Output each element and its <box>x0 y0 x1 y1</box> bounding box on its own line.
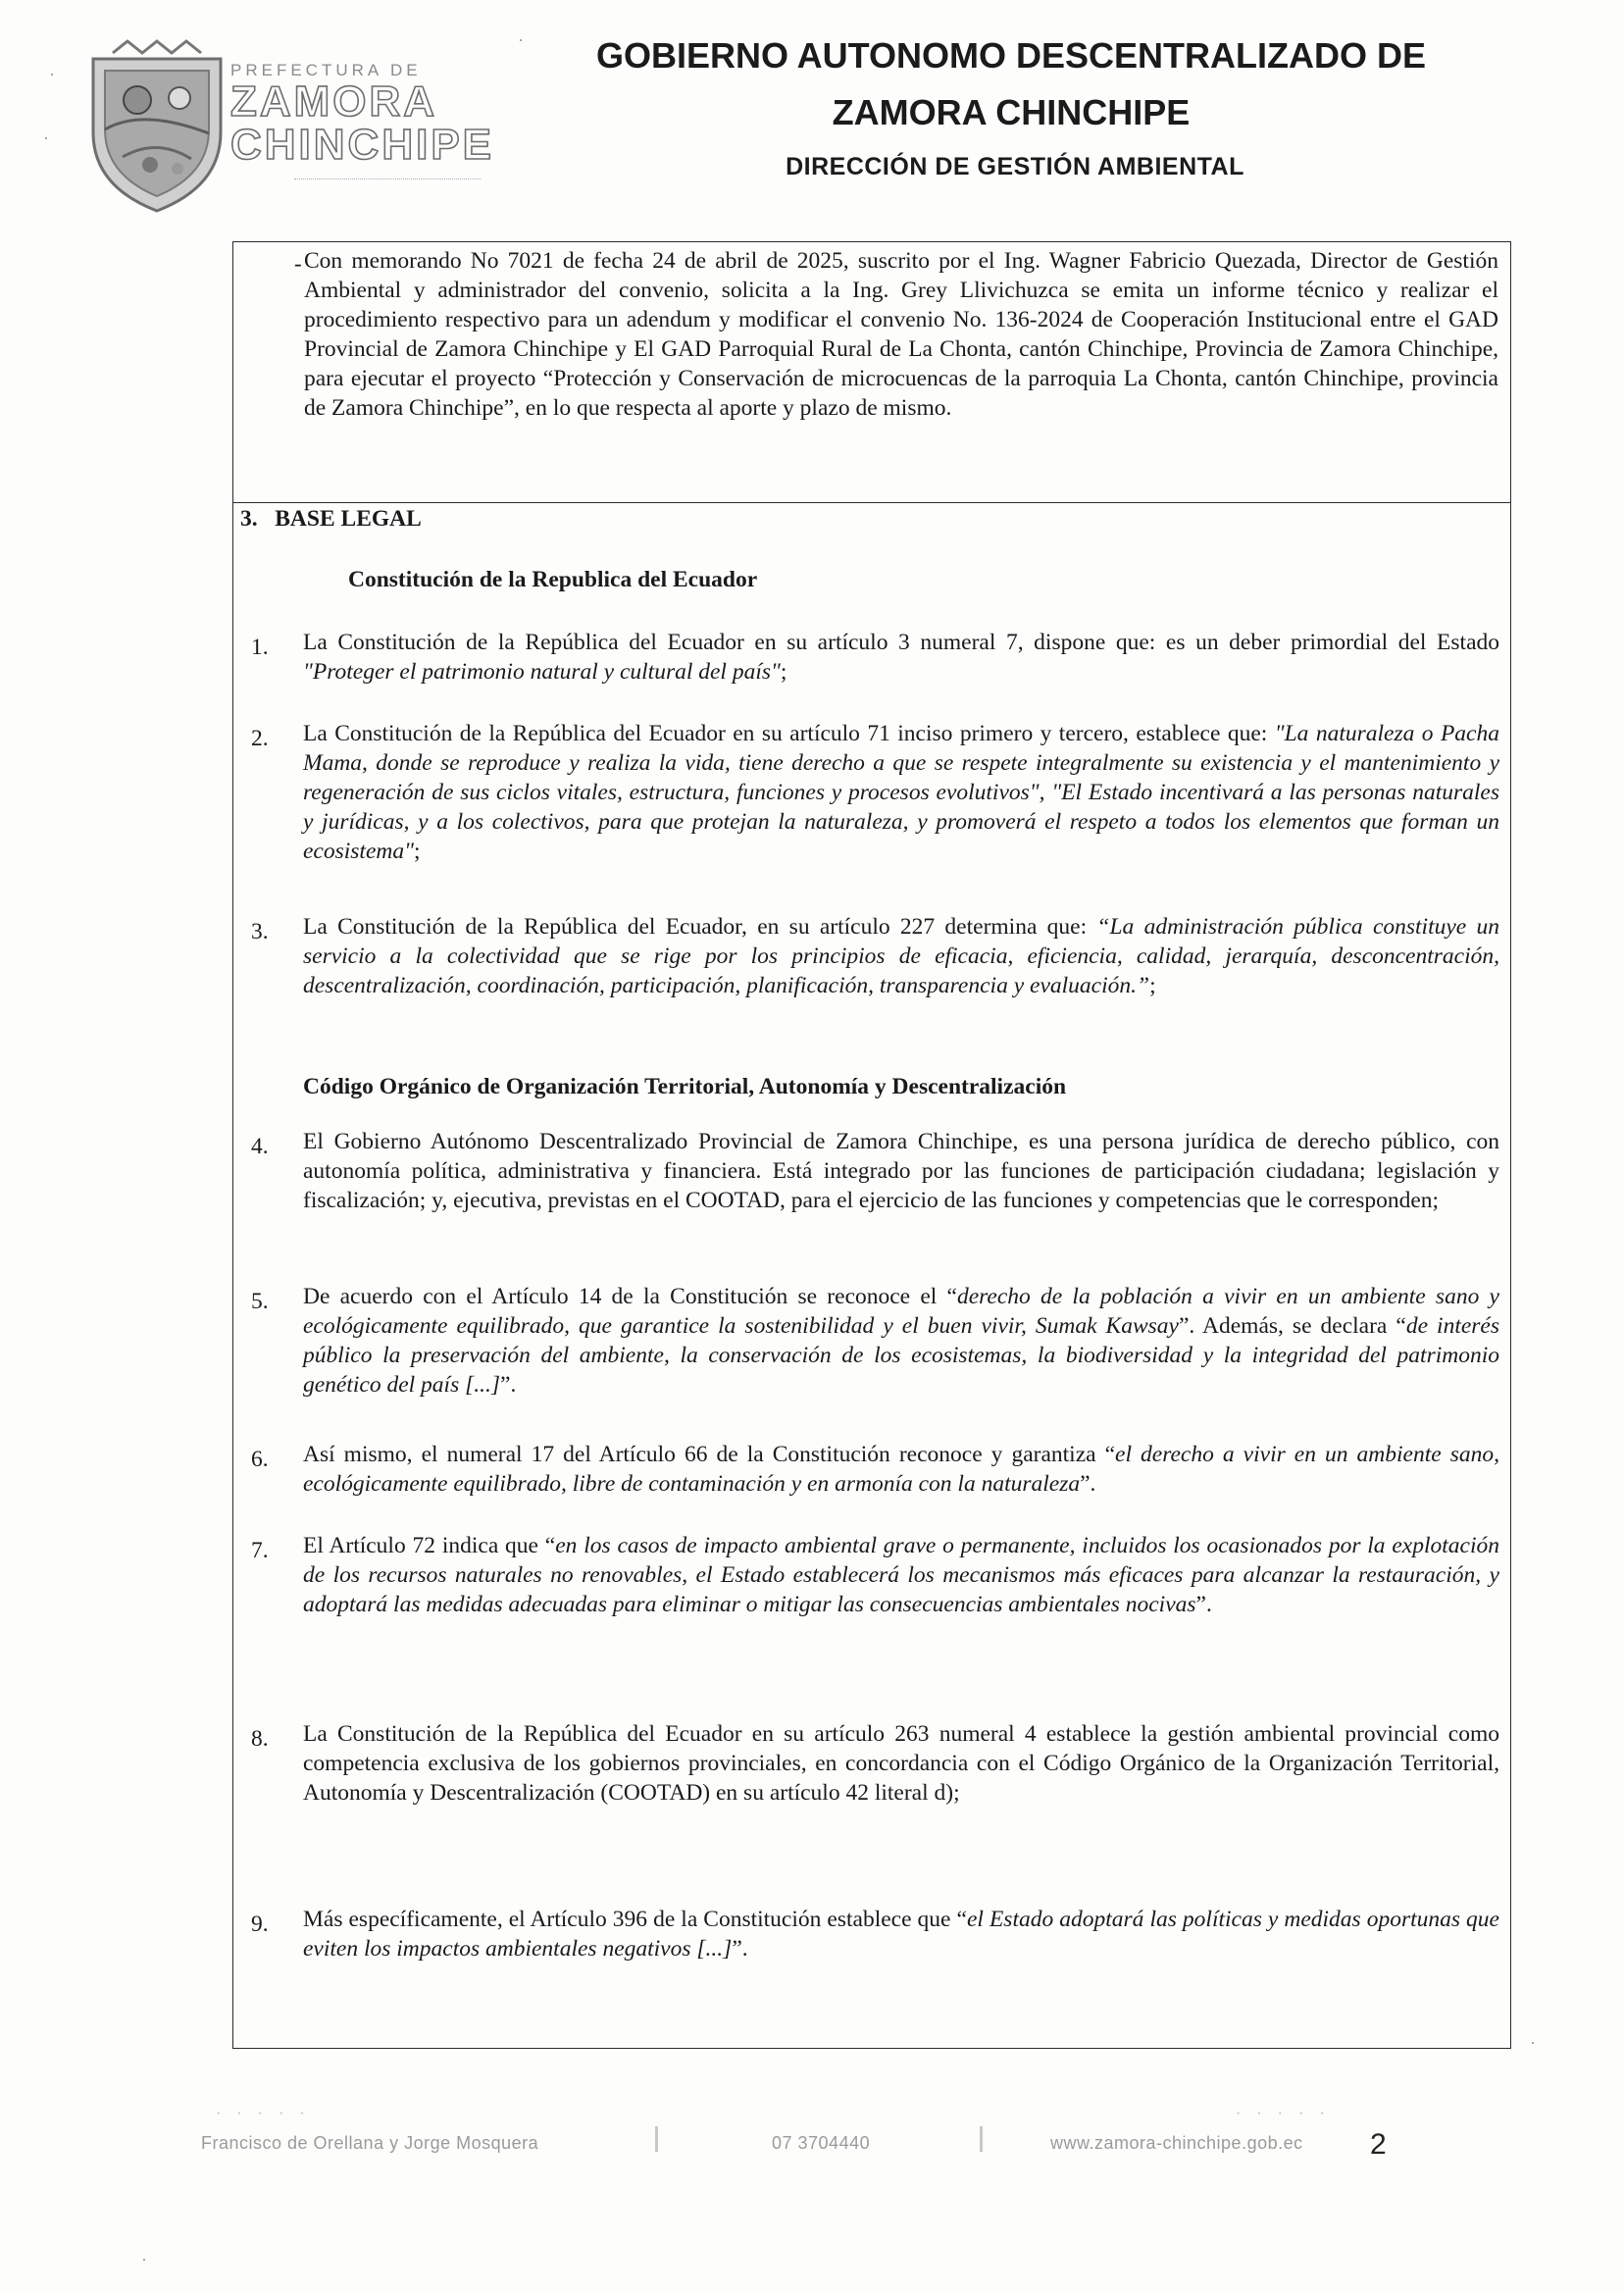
item-number: 7. <box>251 1538 269 1563</box>
item-number: 9. <box>251 1912 269 1937</box>
scan-speck <box>45 137 47 139</box>
scan-speck <box>1532 2042 1534 2044</box>
prefectura-logo <box>83 39 495 216</box>
footer-address: Francisco de Orellana y Jorge Mosquera <box>201 2133 539 2153</box>
header-title-line1: GOBIERNO AUTONOMO DESCENTRALIZADO DE <box>595 35 1427 76</box>
bullet-dash: - <box>294 251 302 276</box>
scan-speck <box>51 74 53 76</box>
list-item: El Gobierno Autónomo Descentralizado Provincial de Zamora Chinchipe, es una persona jurídica de derecho público, con autonomía política, administrativa y financiera. Está integrado por las funciones de participación ciudadana; legislación y fiscalización; y, ejecutiva, previstas en el COOTAD, para el ejercicio de las funciones y competencias que le corresponden; <box>303 1129 1499 1213</box>
footer-separator <box>655 2126 658 2152</box>
header-subtitle: DIRECCIÓN DE GESTIÓN AMBIENTAL <box>786 153 1244 180</box>
list-item: La Constitución de la República del Ecuador en su artículo 71 inciso primero y tercero, establece que: "La naturaleza o Pacha Mama, donde se reproduce y realiza la vida, tiene derecho a que se respete integralmente su existencia y el mantenimiento y regeneración de sus ciclos vitales, estructura, funciones y procesos evolutivos", "El Estado incentivará a las personas naturales y jurídicas, y a los colectivos, para que protejan la naturaleza, y promoverá el respeto a todos los elementos que forman un ecosistema"; <box>303 721 1499 864</box>
list-item: La Constitución de la República del Ecuador en su artículo 3 numeral 7, dispone que: es un deber primordial del Estado "Proteger el patrimonio natural y cultural del país"; <box>303 630 1499 685</box>
page-number: 2 <box>1370 2128 1387 2161</box>
list-item: La Constitución de la República del Ecuador, en su artículo 227 determina que: “La administración pública constituye un servicio a la colectividad que se rige por los principios de eficacia, eficiencia, calidad, jerarquía, desconcentración, descentralización, coordinación, participación, planificación, transparencia y evaluación.”; <box>303 914 1500 998</box>
footer-dots: · · · · · <box>1236 2106 1331 2122</box>
item-number: 1. <box>251 635 269 660</box>
section-divider <box>232 502 1511 503</box>
section-number: 3. <box>240 506 258 532</box>
item-number: 6. <box>251 1447 269 1472</box>
subheading-cootad: Código Orgánico de Organización Territorial, Autonomía y Descentralización <box>303 1074 1067 1099</box>
footer-separator <box>980 2126 983 2152</box>
item-number: 8. <box>251 1726 269 1752</box>
section-title: BASE LEGAL <box>275 506 422 532</box>
item-number: 3. <box>251 919 269 944</box>
logo-top-text: PREFECTURA DE <box>230 61 422 79</box>
footer-phone: 07 3704440 <box>772 2133 871 2153</box>
list-item: La Constitución de la República del Ecuador en su artículo 263 numeral 4 establece la gestión ambiental provincial como competencia exclusiva de los gobiernos provinciales, en concordancia con el Código Orgánico de la Organización Territorial, Autonomía y Descentralización (COOTAD) en su artículo 42 literal d); <box>303 1721 1499 1806</box>
item-number: 5. <box>251 1289 269 1314</box>
list-item: Más específicamente, el Artículo 396 de la Constitución establece que “el Estado adoptará las políticas y medidas oportunas que eviten los impactos ambientales negativos [...]”. <box>303 1907 1499 1962</box>
document-header <box>510 27 1520 181</box>
list-item: Así mismo, el numeral 17 del Artículo 66 de la Constitución reconoce y garantiza “el derecho a vivir en un ambiente sano, ecológicamente equilibrado, libre de contaminación y en armonía con la naturaleza”. <box>303 1442 1499 1497</box>
item-number: 4. <box>251 1134 269 1159</box>
coat-of-arms-icon <box>83 39 230 216</box>
logo-underline <box>294 178 481 179</box>
scan-speck <box>143 2259 145 2261</box>
item-number: 2. <box>251 726 269 751</box>
logo-line2: CHINCHIPE <box>230 121 495 169</box>
logo-line1: ZAMORA <box>230 77 438 126</box>
list-item: De acuerdo con el Artículo 14 de la Constitución se reconoce el “derecho de la población a vivir en un ambiente sano y ecológicamente equilibrado, que garantice la sostenibilidad y el buen vivir, Sumak Kawsay”. Además, se declara “de interés público la preservación del ambiente, la conservación de los ecosistemas, la biodiversidad y la integridad del patrimonio genético del país [...]”. <box>303 1284 1499 1398</box>
header-title-line2: ZAMORA CHINCHIPE <box>832 92 1191 132</box>
scan-speck <box>520 39 522 41</box>
background-paragraph: Con memorando No 7021 de fecha 24 de abril de 2025, suscrito por el Ing. Wagner Fabricio Quezada, Director de Gestión Ambiental y administrador del convenio, solicita a la Ing. Grey Llivichuzca se emita un informe técnico y realizar el procedimiento respectivo para un adendum y modificar el convenio No. 136-2024 de Cooperación Institucional entre el GAD Provincial de Zamora Chinchipe y El GAD Parroquial Rural de La Chonta, cantón Chinchipe, Provincia de Zamora Chinchipe, para ejecutar el proyecto “Protección y Conservación de microcuencas de la parroquia La Chonta, cantón Chinchipe, provincia de Zamora Chinchipe”, en lo que respecta al aporte y plazo de mismo. <box>304 248 1498 421</box>
footer-dots: · · · · · <box>216 2106 311 2122</box>
footer-website: www.zamora-chinchipe.gob.ec <box>1050 2133 1303 2153</box>
subheading-constitution: Constitución de la Republica del Ecuador <box>348 567 758 592</box>
list-item: El Artículo 72 indica que “en los casos de impacto ambiental grave o permanente, incluidos los ocasionados por la explotación de los recursos naturales no renovables, el Estado establecerá los mecanismos más eficaces para alcanzar la restauración, y adoptará las medidas adecuadas para eliminar o mitigar las consecuencias ambientales nocivas”. <box>303 1533 1499 1617</box>
section-heading <box>240 506 422 533</box>
